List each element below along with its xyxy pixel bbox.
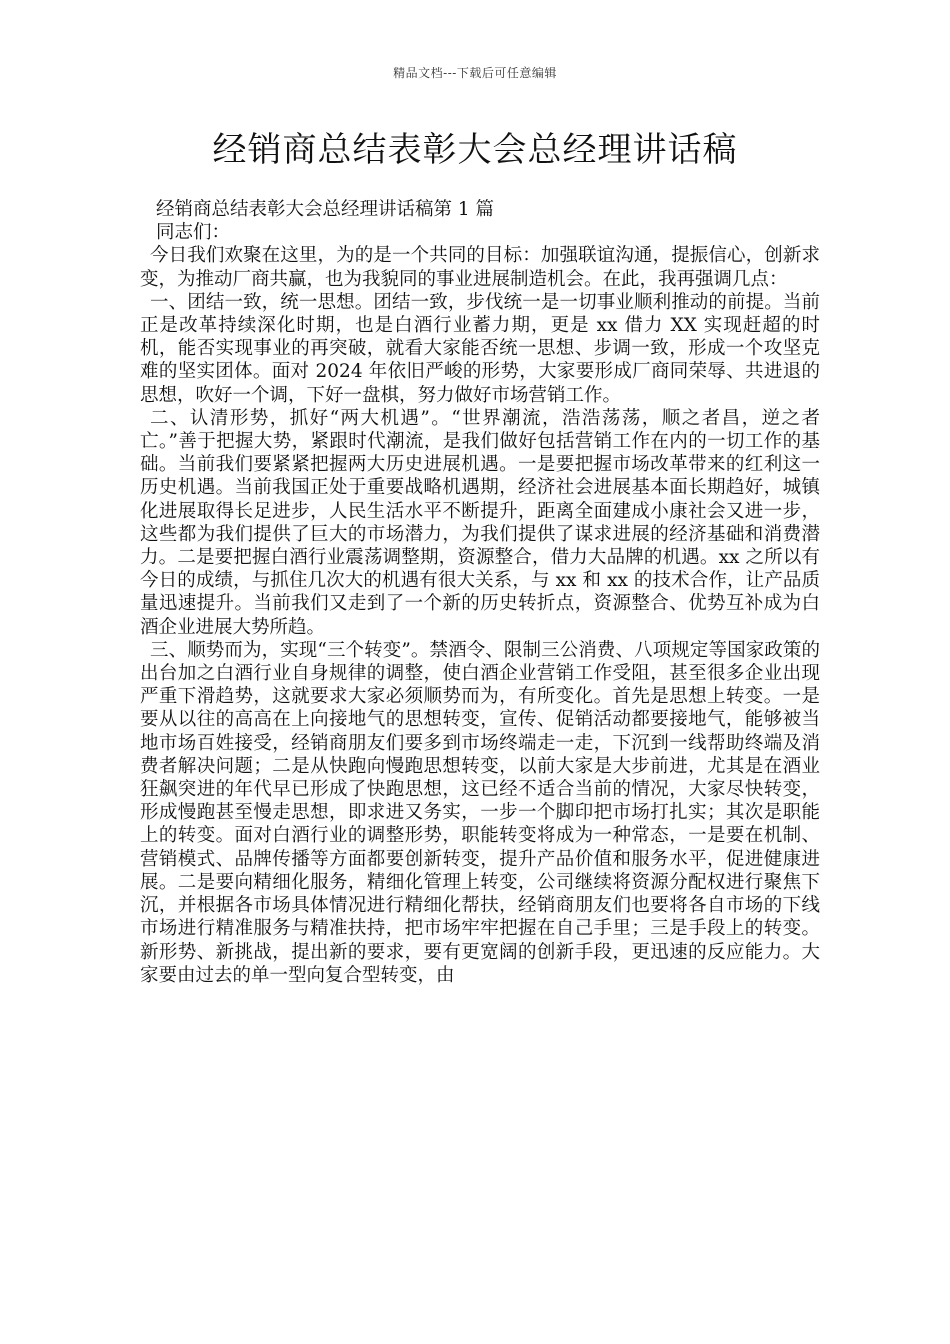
paragraph-section-2: 二、认清形势，抓好“两大机遇”。“世界潮流，浩浩荡荡，顺之者昌，逆之者亡。”善于把握大势，紧跟时代潮流，是我们做好包括营销工作在内的一切工作的基础。当前我们要紧紧把握两大历史进展机遇。一是要把握市场改革带来的红利这一历史机遇。当前我国正处于重要战略机遇期，经济社会进展基本面长期趋好，城镇化进展取得长足进步，人民生活水平不断提升，距离全面建成小康社会又进一步，这些都为我们提供了巨大的市场潜力，为我们提供了谋求进展的经济基础和消费潜力。二是要把握白酒行业震荡调整期，资源整合，借力大品牌的机遇。xx 之所以有今日的成绩，与抓住几次大的机遇有很大关系，与 xx 和 xx 的技术合作，让产品质量迅速提升。当前我们又走到了一个新的历史转折点，资源整合、优势互补成为白酒企业进展大势所趋。	[140, 407, 820, 638]
document-title: 经销商总结表彰大会总经理讲话稿	[212, 130, 738, 170]
document-body	[140, 198, 820, 987]
paragraph-intro: 今日我们欢聚在这里，为的是一个共同的目标：加强联谊沟通，提振信心，创新求变，为推动厂商共赢，也为我貌同的事业进展制造机会。在此，我再强调几点：	[140, 245, 820, 290]
paragraph-section-1: 一、团结一致，统一思想。团结一致，步伐统一是一切事业顺利推动的前提。当前正是改革持续深化时期，也是白酒行业蓄力期，更是 xx 借力 XX 实现赶超的时机，能否实现事业的再突破，就看大家能否统一思想、步调一致，形成一个攻坚克难的坚实团体。面对 2024 年依旧严峻的形势，大家要形成厂商同荣辱、共进退的思想，吹好一个调，下好一盘棋，努力做好市场营销工作。	[140, 291, 820, 406]
salutation: 同志们：	[156, 222, 231, 244]
paragraph-section-3: 三、顺势而为，实现“三个转变”。禁酒令、限制三公消费、八项规定等国家政策的出台加之白酒行业自身规律的调整，使白酒企业营销工作受阻，甚至很多企业出现严重下滑趋势，这就要求大家必须顺势而为，有所变化。首先是思想上转变。一是要从以往的高高在上向接地气的思想转变，宣传、促销活动都要接地气，能够被当地市场百姓接受，经销商朋友们要多到市场终端走一走，下沉到一线帮助终端及消费者解决问题；二是从快跑向慢跑思想转变，以前大家是大步前进，尤其是在酒业狂飙突进的年代早已形成了快跑思想，这已经不适合当前的情况，大家尽快转变，形成慢跑甚至慢走思想，即求进又务实，一步一个脚印把市场打扎实；其次是职能上的转变。面对白酒行业的调整形势，职能转变将成为一种常态，一是要在机制、营销模式、品牌传播等方面都要创新转变，提升产品价值和服务水平，促进健康进展。二是要向精细化服务，精细化管理上转变，公司继续将资源分配权进行聚焦下沉，并根据各市场具体情况进行精细化帮扶，经销商朋友们也要将各自市场的下线市场进行精准服务与精准扶持，把市场牢牢把握在自己手里；三是手段上的转变。新形势、新挑战，提出新的要求，要有更宽阔的创新手段，更迅速的反应能力。大家要由过去的单一型向复合型转变，由	[140, 639, 820, 986]
document-subtitle: 经销商总结表彰大会总经理讲话稿第 1 篇	[156, 199, 495, 220]
header-note: 精品文档---下载后可任意编辑	[393, 66, 557, 80]
